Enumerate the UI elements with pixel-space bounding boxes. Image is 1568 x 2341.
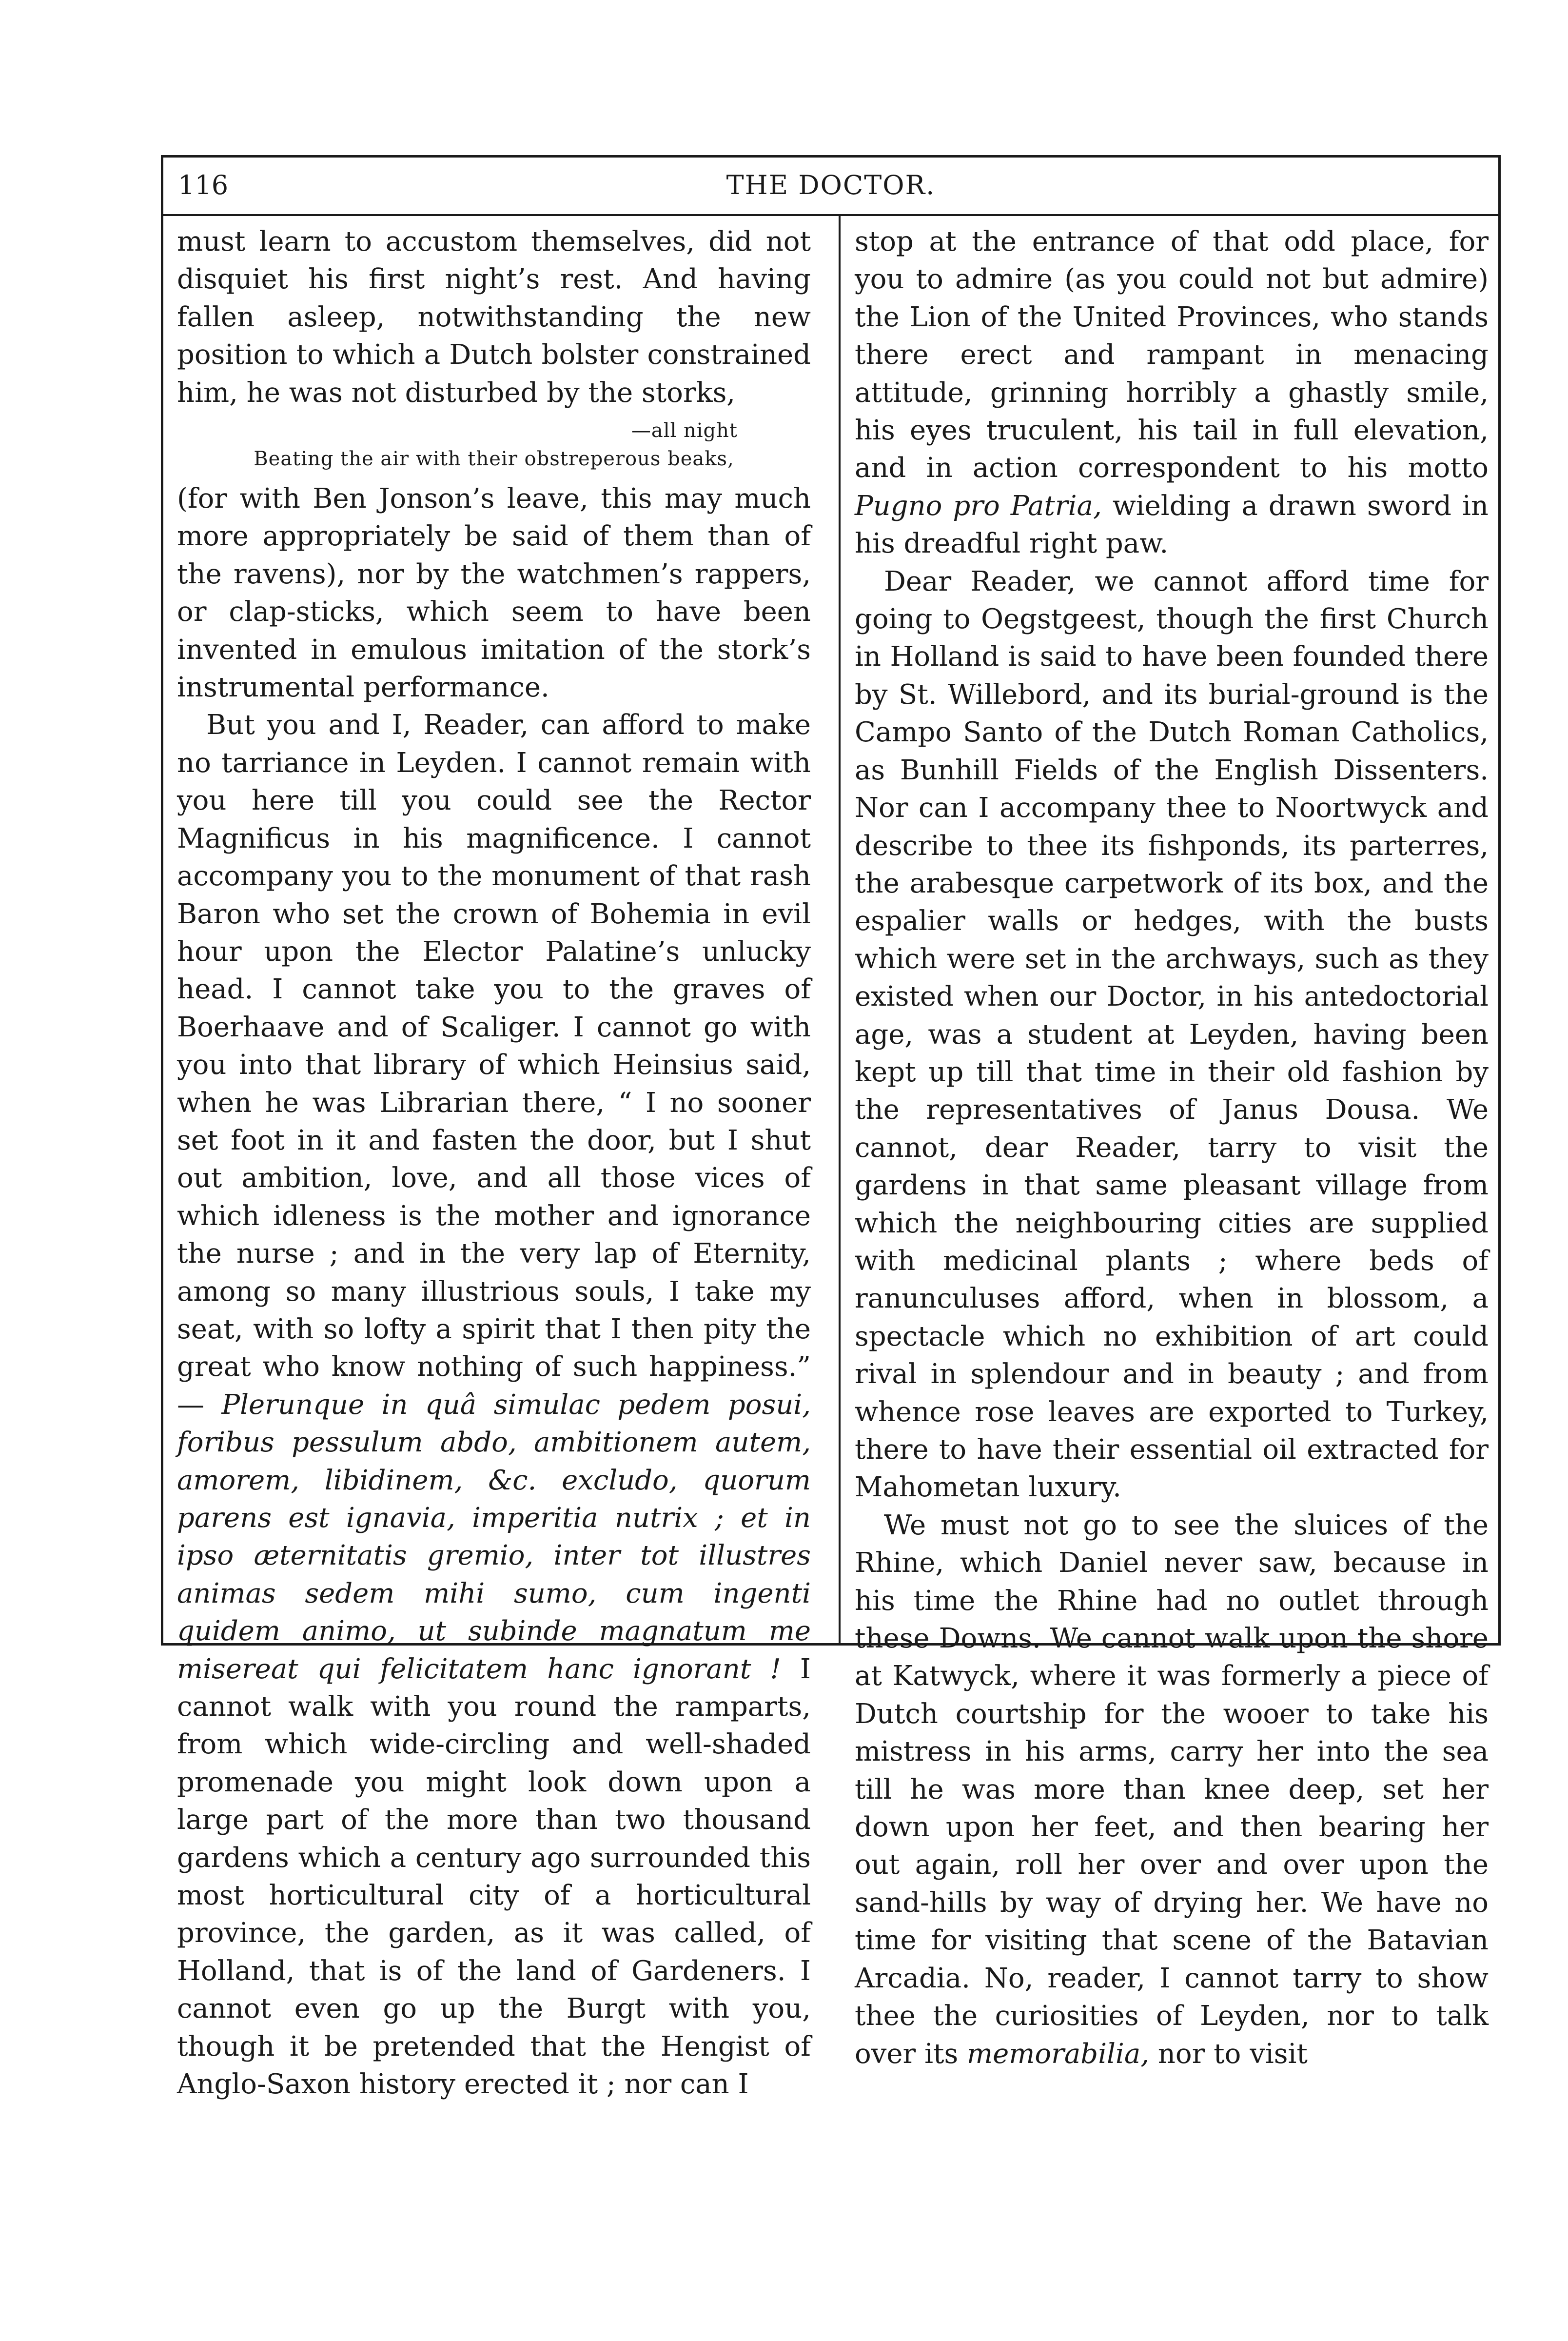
paragraph: must learn to accustom themselves, did not disquiet his first night’s rest. And having fallen asleep, notwithstanding the new position to which a Dutch bolster constrained him, he was not disturbed by the storks, — [177, 226, 811, 409]
paragraph — [855, 1507, 1489, 2073]
paragraph-text: nor to visit — [1157, 2038, 1308, 2070]
left-column — [177, 223, 811, 2103]
paragraph: (for with Ben Jonson’s leave, this may much more appropriately be said of them than of the ravens), nor by the watchmen’s rappers, or clap-sticks, which seem to have been invented in emulous imitation of the stork’s instrumental performance. — [177, 483, 811, 704]
verse-quotation — [177, 417, 811, 473]
page-header — [163, 158, 1498, 216]
paragraph-text: But you and I, Reader, can afford to make no tarriance in Leyden. I cannot remain with you here till you could see the Rector Magnificus in his magnificence. I cannot accompany you to the monument of that rash Baron who set the crown of Bohemia in evil hour upon the Elector Palatine’s unlucky head. I cannot take you to the graves of Boerhaave and of Scaliger. I cannot go with you into that library of which Heinsius said, when he was Librarian there, “ I no sooner set foot in it and fasten the door, but I shut out ambition, love, and all those vices of which idleness is the mother and ignorance the nurse ; and in the very lap of Eternity, among so many illustrious souls, I take my seat, with so lofty a spirit that I then pity the great who know nothing of such happiness.” — — [177, 709, 811, 1421]
quote-line: Beating the air with their obstreperous beaks, — [254, 448, 734, 471]
italic-term: memorabilia, — [967, 2038, 1150, 2070]
page-frame — [161, 155, 1501, 2101]
paragraph-text: stop at the entrance of that odd place, for you to admire (as you could not but admire) the Lion of the United Provinces, who stands there erect and rampant in menacing attitude, grinning horribly a ghastly smile, his eyes truculent, his tail in full elevation, and in action correspondent to his motto — [855, 226, 1489, 484]
page-number: 116 — [178, 170, 229, 200]
paragraph-text: wielding a drawn sword in his dreadful right paw. — [855, 490, 1489, 560]
paragraph-text: I cannot walk with you round the ramparts, from which wide-circling and well-shaded promenade you might look down upon a large part of the more than two thousand gardens which a century ago surrounded this most horticultural city of a horticultural province, the garden, as it was called, of Holland, that is of the land of Gardeners. I cannot even go up the Burgt with you, though it be pretended that the Hengist of Anglo-Saxon history erected it ; nor can I — [177, 1653, 811, 2101]
paragraph — [855, 223, 1489, 563]
running-head: THE DOCTOR. — [726, 170, 936, 200]
paragraph: Dear Reader, we cannot afford time for going to Oegstgeest, though the first Church in Holland is said to have been founded there by St. Willebord, and its burial-ground is the Campo Santo of the Dutch Roman Catholics, as Bunhill Fields of the English Dissenters. Nor can I accompany thee to Noortwyck and describe to thee its fishponds, its parterres, the arabesque carpetwork of its box, and the espalier walls or hedges, with the busts which were set in the archways, such as they existed when our Doctor, in his antedoctorial age, was a student at Leyden, having been kept up till that time in their old fashion by the representatives of Janus Dousa. We cannot, dear Reader, tarry to visit the gardens in that same pleasant village from which the neighbouring cities are supplied with medicinal plants ; where beds of ranunculuses afford, when in blossom, a spectacle which no exhibition of art could rival in splendour and in beauty ; and from whence rose leaves are exported to Turkey, there to have their essential oil extracted for Mahometan luxury. — [855, 565, 1489, 1504]
right-column — [855, 223, 1489, 2073]
column-divider — [839, 216, 841, 1643]
motto: Pugno pro Patria, — [855, 490, 1102, 522]
paragraph-text: We must not go to see the sluices of the Rhine, which Daniel never saw, because in his time the Rhine had no outlet through these Downs. We cannot walk upon the shore at Katwyck, where it was formerly a piece of Dutch courtship for the wooer to take his mistress in his arms, carry her into the sea till he was more than knee deep, set her down upon her feet, and then bearing her out again, roll her over and over upon the sand-hills by way of drying her. We have no time for visiting that scene of the Batavian Arcadia. No, reader, I cannot tarry to show thee the curiosities of Leyden, nor to talk over its — [855, 1509, 1489, 2070]
quote-line: —all night — [631, 419, 738, 442]
latin-quotation: Plerunque in quâ simulac pedem posui, foribus pessulum abdo, ambitionem autem, amorem, libidinem, &c. excludo, quorum parens est ignavia, imperitia nutrix ; et in ipso æternitatis gremio, inter tot illustres animas sedem mihi sumo, cum ingenti quidem animo, ut subinde magnatum me misereat qui felicitatem hanc ignorant ! — [177, 1389, 811, 1685]
paragraph — [177, 706, 811, 2103]
